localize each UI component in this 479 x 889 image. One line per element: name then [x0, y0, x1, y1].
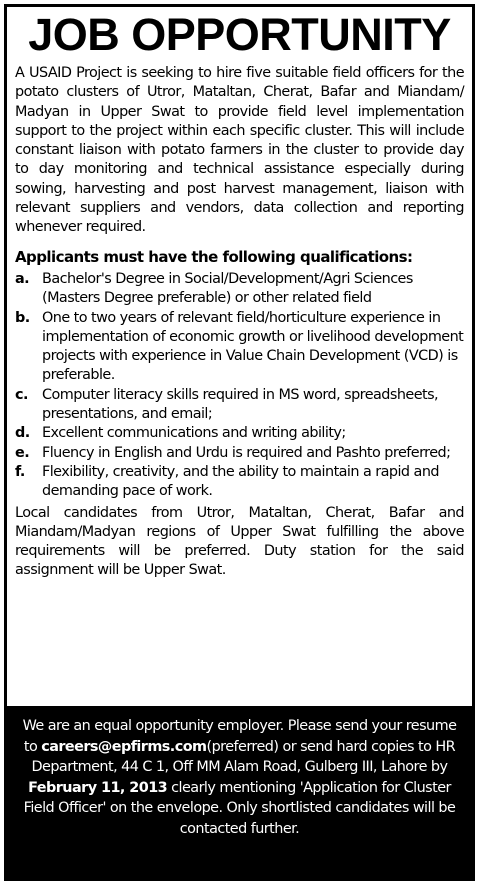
footer-text-2: (preferred) or send hard copies to HR Department, 44 C 1, Off MM Alam Road, Gulberg III, Lahore by: [31, 738, 456, 775]
application-footer: [7, 706, 472, 878]
qualification-item: [15, 444, 464, 463]
local-candidates-note: Local candidates from Utror, Mataltan, Cherat, Bafar and Miandam/Madyan regions of Upper Swat fulfilling the above requirements will be preferred. Duty station for the said assignment will be Upper Swat.: [15, 504, 464, 579]
qualification-item: [15, 309, 464, 386]
qualification-text: Computer literacy skills required in MS word, spreadsheets, presentations, and email;: [42, 386, 439, 423]
application-instructions: [17, 716, 462, 839]
qualification-item: [15, 270, 464, 309]
footer-text-3: clearly mentioning 'Application for Cluster Field Officer' on the envelope. Only shortlisted candidates will be contacted further.: [23, 779, 456, 837]
qualification-text: Fluency in English and Urdu is required and Pashto preferred;: [42, 444, 451, 461]
qualifications-heading: Applicants must have the following qualifications:: [15, 247, 413, 266]
deadline-date: February 11, 2013: [28, 779, 168, 796]
qualification-text: One to two years of relevant field/horticulture experience in implementation of economic growth or livelihood development projects with experience in Value Chain Development (VCD) is preferable.: [42, 309, 464, 384]
qualification-letter: b.: [15, 309, 30, 326]
ad-body: [7, 61, 472, 581]
qualification-item: [15, 424, 464, 443]
email-link[interactable]: careers@epfirms.com: [41, 738, 207, 755]
qualification-letter: a.: [15, 270, 30, 287]
qualification-letter: c.: [15, 386, 28, 403]
qualification-letter: e.: [15, 444, 30, 461]
headline: JOB OPPORTUNITY: [28, 9, 451, 60]
job-advertisement: [4, 4, 475, 881]
intro-paragraph: A USAID Project is seeking to hire five suitable field officers for the potato clusters of Utror, Mataltan, Cherat, Bafar and Miandam/ Madyan in Upper Swat to provide field level implementation support to the project within each specific cluster. This will include constant liaison with potato farmers in the cluster to provide day to day monitoring and technical assistance especially during sowing, harvesting and post harvest management, liaison with relevant suppliers and vendors, data collection and reporting whenever required.: [15, 65, 464, 236]
qualification-letter: d.: [15, 425, 30, 442]
qualifications-list: [15, 270, 464, 502]
qualification-text: Bachelor's Degree in Social/Development/Agri Sciences (Masters Degree preferable) or other related field: [42, 270, 413, 307]
qualification-text: Excellent communications and writing ability;: [42, 425, 346, 442]
qualification-letter: f.: [15, 463, 25, 480]
qualification-item: [15, 386, 464, 425]
qualification-text: Flexibility, creativity, and the ability to maintain a rapid and demanding pace of work.: [42, 463, 439, 500]
footer-text-1: We are an equal opportunity employer. Please send your resume to: [22, 718, 457, 755]
qualification-item: [15, 463, 464, 502]
